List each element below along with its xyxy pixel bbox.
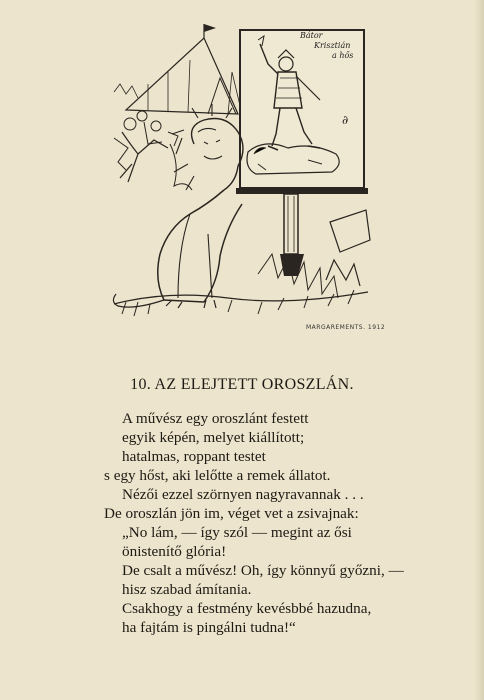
poem-line: A művész egy oroszlánt festett	[122, 410, 309, 427]
poem-line: Csakhogy a festmény kevésbbé hazudna,	[122, 600, 372, 617]
poem-line: önistenítő glória!	[122, 543, 227, 560]
poster-caption-line-3: a hős	[332, 51, 354, 60]
lion-poster-illustration	[108, 14, 376, 334]
svg-text:∂: ∂	[342, 113, 349, 127]
illustrator-signature: MARGAREMENTS. 1912	[306, 324, 386, 331]
poem-line: hisz szabad ámítania.	[122, 581, 252, 598]
page-edge-shadow	[474, 0, 484, 700]
illustration-drawing	[108, 14, 376, 334]
poem-line: s egy hőst, aki lelőtte a remek állatot.	[104, 467, 331, 484]
poem-line: Nézői ezzel szörnyen nagyravannak . . .	[122, 486, 364, 503]
poster-caption-line-1: Bátor	[300, 31, 323, 40]
poem-line: De csalt a művész! Oh, így könnyű győzni, —	[122, 562, 404, 579]
poem-line: De oroszlán jön im, véget vet a zsivajnak:	[104, 505, 359, 522]
poster-caption-line-2: Krisztián	[314, 41, 351, 50]
poem-line: ha fajtám is pingálni tudna!“	[122, 619, 296, 636]
poem-line: „No lám, — így szól — megint az ősi	[122, 524, 352, 541]
poem-title: 10. AZ ELEJTETT OROSZLÁN.	[130, 376, 354, 393]
poem-line: hatalmas, roppant testet	[122, 448, 266, 465]
poem-line: egyik képén, melyet kiállított;	[122, 429, 305, 446]
